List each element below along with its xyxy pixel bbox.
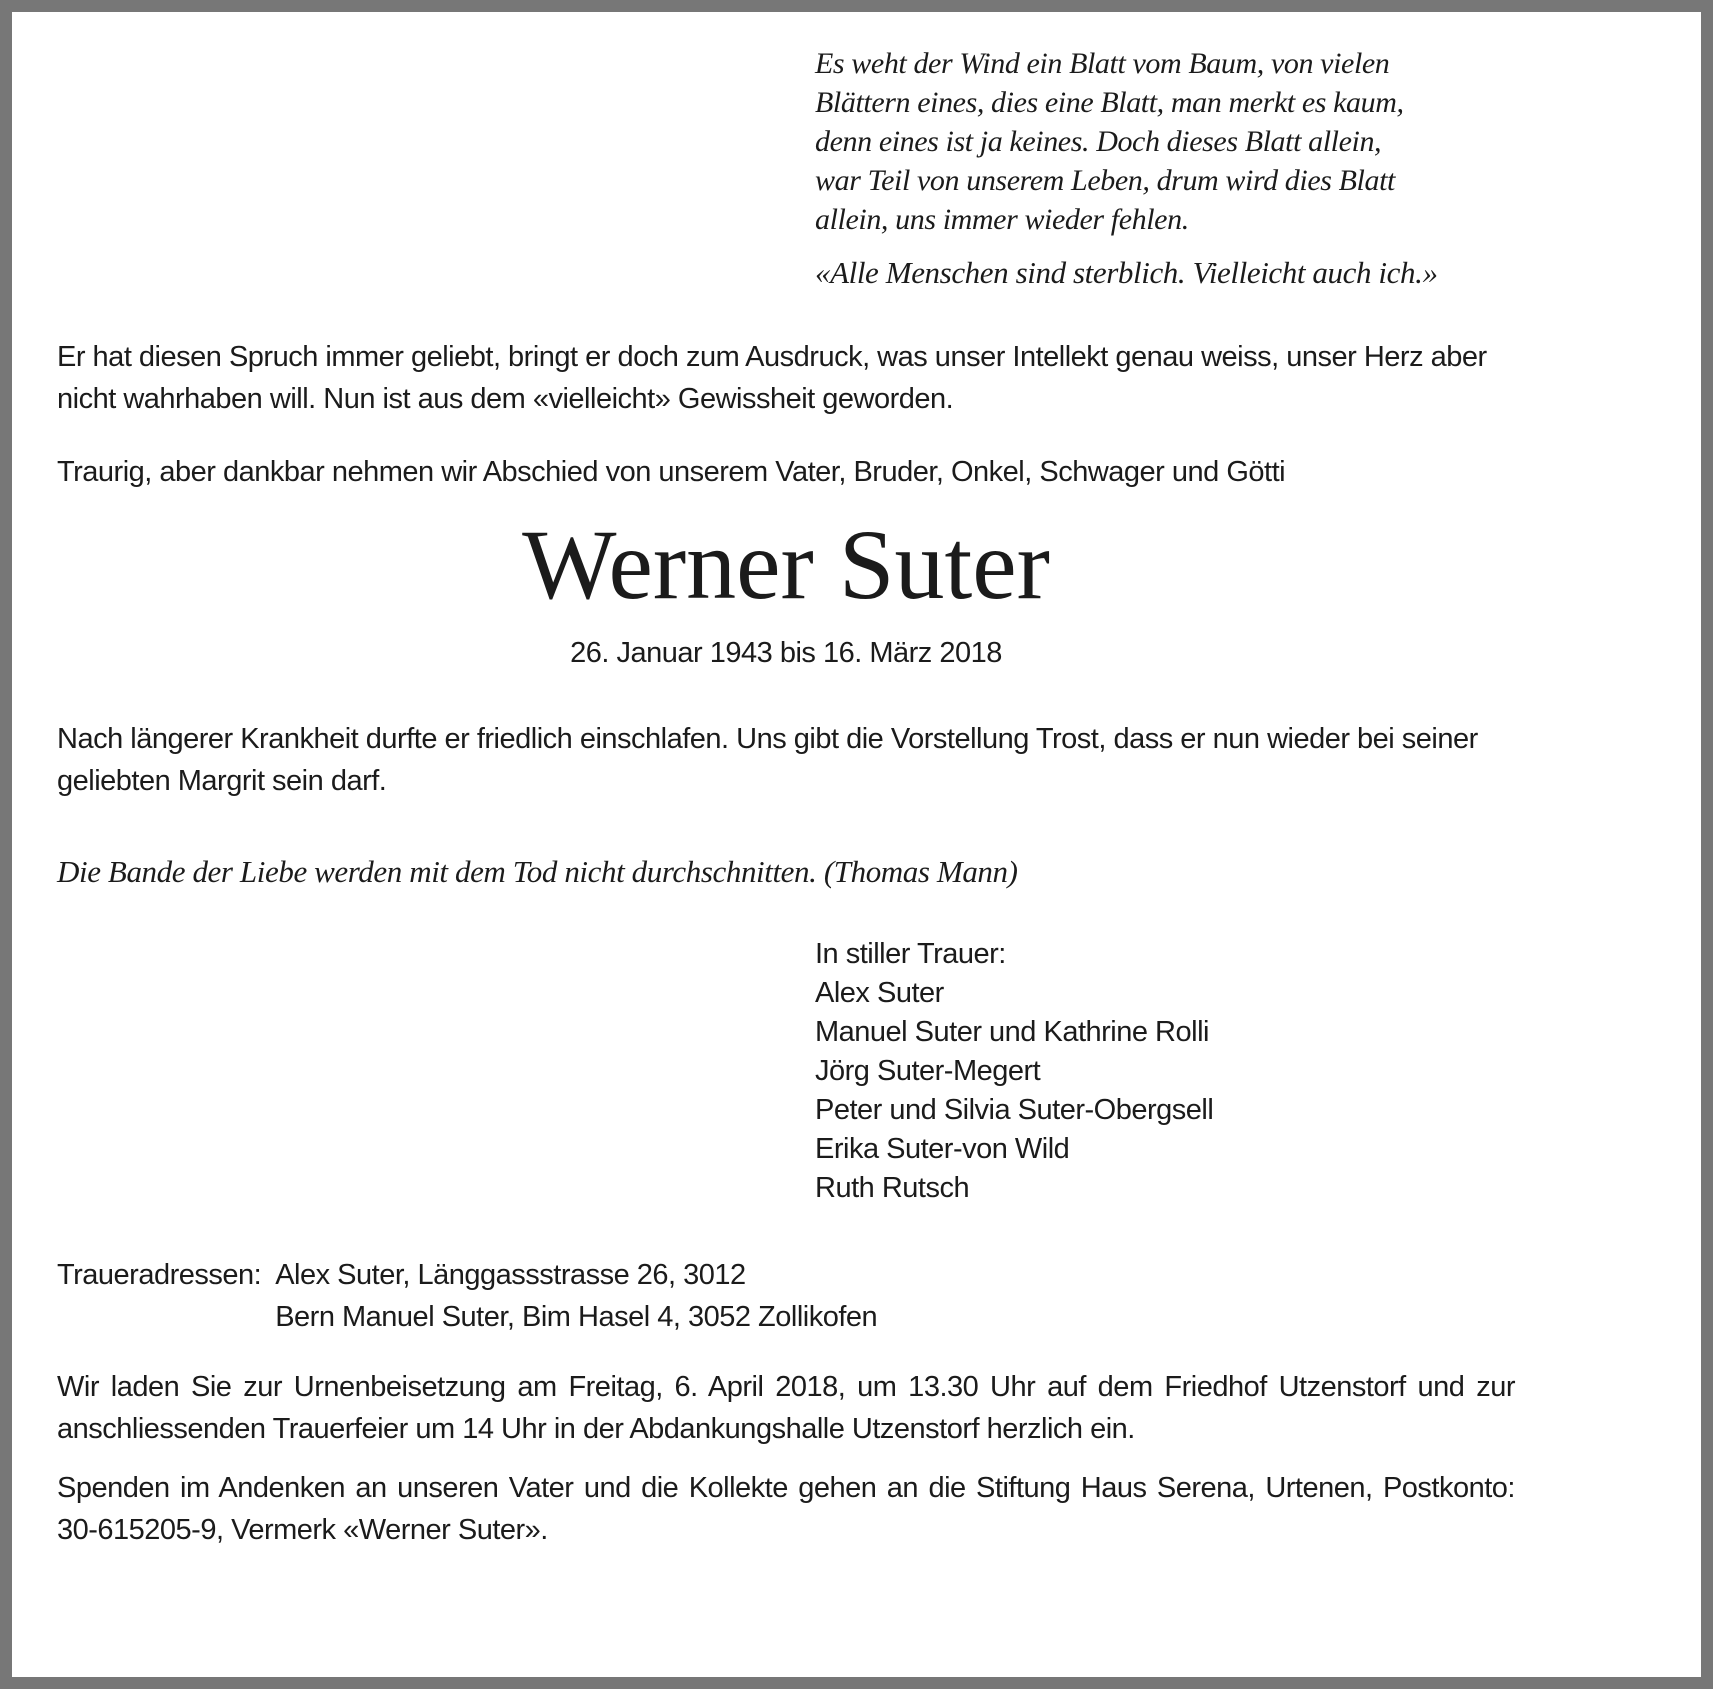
funeral-address-line: Bern Manuel Suter, Bim Hasel 4, 3052 Zollikofen xyxy=(275,1301,878,1333)
deceased-name: Werner Suter xyxy=(522,509,1050,620)
mourner-name: Alex Suter xyxy=(815,977,944,1009)
service-invitation-paragraph: Wir laden Sie zur Urnenbeisetzung am Freitag, 6. April 2018, um 13.30 Uhr auf dem Friedhof Utzenstorf und zur anschliessenden Trauerfeier um 14 Uhr in der Abdankungshalle Utzenstorf herzlich ein. xyxy=(57,1371,1515,1445)
mourner-name: Ruth Rutsch xyxy=(815,1172,970,1204)
deceased-dates: 26. Januar 1943 bis 16. März 2018 xyxy=(570,637,1002,669)
mourner-name: Erika Suter-von Wild xyxy=(815,1133,1070,1165)
illness-paragraph: Nach längerer Krankheit durfte er friedlich einschlafen. Uns gibt die Vorstellung Trost, dass er nun wieder bei seiner geliebten Margrit sein darf. xyxy=(57,723,1478,797)
funeral-address-line: Alex Suter, Länggassstrasse 26, 3012 xyxy=(275,1259,746,1291)
poem-line-5: allein, uns immer wieder fehlen. xyxy=(815,203,1189,236)
intro-paragraph-2: Traurig, aber dankbar nehmen wir Abschied von unserem Vater, Bruder, Onkel, Schwager und Götti xyxy=(57,456,1286,488)
donations-paragraph: Spenden im Andenken an unseren Vater und die Kollekte gehen an die Stiftung Haus Serena, Urtenen, Postkonto: 30-615205-9, Vermerk «Werner Suter». xyxy=(57,1472,1515,1546)
obituary-content xyxy=(12,12,1701,1677)
mourner-name: Manuel Suter und Kathrine Rolli xyxy=(815,1016,1209,1048)
funeral-addresses-block xyxy=(57,1254,1515,1338)
funeral-addresses-label: Traueradressen: xyxy=(57,1259,262,1291)
poem-line-2: Blättern eines, dies eine Blatt, man merkt es kaum, xyxy=(815,86,1404,119)
intro-paragraph-1: Er hat diesen Spruch immer geliebt, bringt er doch zum Ausdruck, was unser Intellekt genau weiss, unser Herz aber nicht wahrhaben will. Nun ist aus dem «vielleicht» Gewissheit geworden. xyxy=(57,341,1487,415)
epigraph-quote: «Alle Menschen sind sterblich. Vielleicht auch ich.» xyxy=(815,255,1438,290)
poem-line-4: war Teil von unserem Leben, drum wird dies Blatt xyxy=(815,164,1395,197)
funeral-addresses-lines xyxy=(275,1254,877,1338)
mourners-heading: In stiller Trauer: xyxy=(815,938,1006,970)
poem-block xyxy=(815,44,1515,239)
poem-line-1: Es weht der Wind ein Blatt vom Baum, von vielen xyxy=(815,47,1390,80)
mourners-block xyxy=(815,935,1515,1208)
poem-line-3: denn eines ist ja keines. Doch dieses Blatt allein, xyxy=(815,125,1382,158)
mourner-name: Peter und Silvia Suter-Obergsell xyxy=(815,1094,1214,1126)
thomas-mann-quote: Die Bande der Liebe werden mit dem Tod nicht durchschnitten. (Thomas Mann) xyxy=(57,854,1018,889)
mourner-name: Jörg Suter-Megert xyxy=(815,1055,1041,1087)
